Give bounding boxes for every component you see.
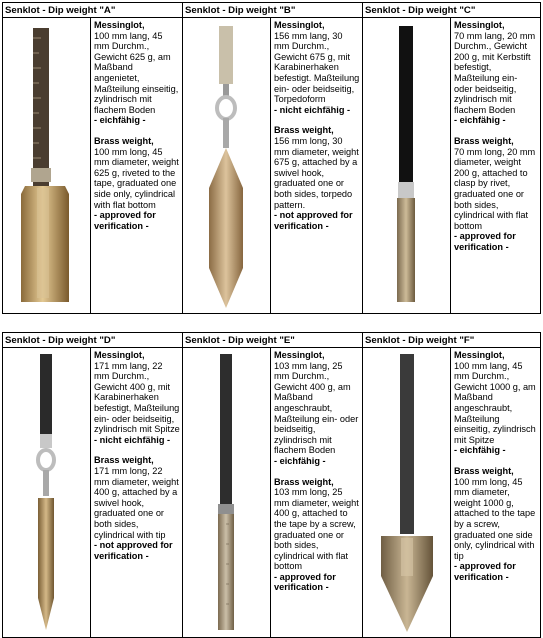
de-status-f: - eichfähig - <box>454 445 506 456</box>
en-status-b: - not approved for verification - <box>274 210 353 231</box>
en-title-d: Brass weight, <box>94 455 154 466</box>
en-status-f: - approved for verification - <box>454 561 516 582</box>
de-body-f: 100 mm lang, 45 mm Durchm., Gewicht 1000 g, am Maßband angeschraubt, Maßteilung einseitig, zylindrisch mit Spitze <box>454 360 536 445</box>
dip-weight-a-photo <box>3 18 91 314</box>
cell-header-a: Senklot - Dip weight "A" <box>3 3 183 18</box>
en-body-c: 70 mm long, 20 mm diameter, weight 200 g, attached to clasp by rivet, graduated one or both sides, cylindrical with flat bottom <box>454 146 536 231</box>
header-row-2 <box>3 333 541 348</box>
de-status-b: - nicht eichfähig - <box>274 104 351 115</box>
de-body-c: 70 mm lang, 20 mm Durchm., Gewicht 200 g, mit Kerbstift befestigt, Maßteilung ein- oder beidseitig, zylindrisch mit flachem Boden <box>454 30 536 115</box>
en-body-e: 103 mm long, 25 mm diameter, weight 400 g, attached to the tape by a screw, graduated one or both sides, cylindrical with flat bottom <box>274 487 359 572</box>
en-title-a: Brass weight, <box>94 135 154 146</box>
dip-weight-c-description <box>451 18 541 314</box>
en-title-c: Brass weight, <box>454 135 514 146</box>
cell-header-e: Senklot - Dip weight "E" <box>183 333 363 348</box>
de-body-e: 103 mm lang, 25 mm Durchm., Gewicht 400 g, am Maßband angeschraubt, Maßteilung ein- oder beidseitig, zylindrisch mit flachem Boden <box>274 360 359 456</box>
dip-weight-e-description <box>271 348 363 638</box>
dip-weight-c-photo <box>363 18 451 314</box>
dip-weight-f-description <box>451 348 541 638</box>
de-status-a: - eichfähig - <box>94 115 146 126</box>
content-row-2 <box>3 348 541 638</box>
en-status-c: - approved for verification - <box>454 231 516 252</box>
en-body-f: 100 mm long, 45 mm diameter, weight 1000 g, attached to the tape by a screw, graduated one side only, cylindrical with tip <box>454 476 536 561</box>
de-title-c: Messinglot, <box>454 20 505 30</box>
cell-header-f: Senklot - Dip weight "F" <box>363 333 541 348</box>
de-body-b: 156 mm lang, 30 mm Durchm., Gewicht 675 g, mit Karabinerhaken befestigt. Maßteilung ein- oder beidseitig, Torpedoform <box>274 30 360 105</box>
header-row-1 <box>3 3 541 18</box>
en-title-b: Brass weight, <box>274 125 334 136</box>
en-status-d: - not approved for verification - <box>94 540 173 561</box>
de-body-d: 171 mm lang, 22 mm Durchm., Gewicht 400 g, mit Karabinerhaken befestigt, Maßteilung ein- oder beidseitig, zylindrisch mit Spitze <box>94 360 180 435</box>
de-title-f: Messinglot, <box>454 350 505 360</box>
de-title-a: Messinglot, <box>94 20 145 30</box>
cell-header-d: Senklot - Dip weight "D" <box>3 333 183 348</box>
en-status-e: - approved for verification - <box>274 571 336 593</box>
de-status-c: - eichfähig - <box>454 115 506 126</box>
en-body-a: 100 mm long, 45 mm diameter, weight 625 g, riveted to the tape, graduated one side only, cylindrical with flat bottom <box>94 146 179 210</box>
cell-header-b: Senklot - Dip weight "B" <box>183 3 363 18</box>
en-title-e: Brass weight, <box>274 476 334 487</box>
en-body-d: 171 mm long, 22 mm diameter, weight 400 g, attached by a swivel hook, graduated one or both sides, cylindrical with tip <box>94 465 179 540</box>
de-status-e: - eichfähig - <box>274 455 326 466</box>
en-status-a: - approved for verification - <box>94 210 156 231</box>
dip-weight-f-photo <box>363 348 451 638</box>
dip-weight-a-description <box>91 18 183 314</box>
dip-weight-e-photo <box>183 348 271 638</box>
de-body-a: 100 mm lang, 45 mm Durchm., Gewicht 625 g, am Maßband angenietet, Maßteilung einseitig, zylindrisch mit flachem Boden <box>94 30 179 115</box>
dip-weight-d-description <box>91 348 183 638</box>
de-status-d: - nicht eichfähig - <box>94 434 171 445</box>
dip-weight-d-photo <box>3 348 91 638</box>
row-gap <box>3 314 541 333</box>
de-title-b: Messinglot, <box>274 20 325 30</box>
de-title-d: Messinglot, <box>94 350 145 360</box>
en-body-b: 156 mm long, 30 mm diameter, weight 675 g, attached by a swivel hook, graduated one or both sides, torpedo pattern. <box>274 135 359 210</box>
de-title-e: Messinglot, <box>274 350 325 360</box>
content-row-1 <box>3 18 541 314</box>
dip-weight-b-description <box>271 18 363 314</box>
en-title-f: Brass weight, <box>454 465 514 476</box>
dip-weight-catalog <box>2 2 540 638</box>
cell-header-c: Senklot - Dip weight "C" <box>363 3 541 18</box>
dip-weight-b-photo <box>183 18 271 314</box>
